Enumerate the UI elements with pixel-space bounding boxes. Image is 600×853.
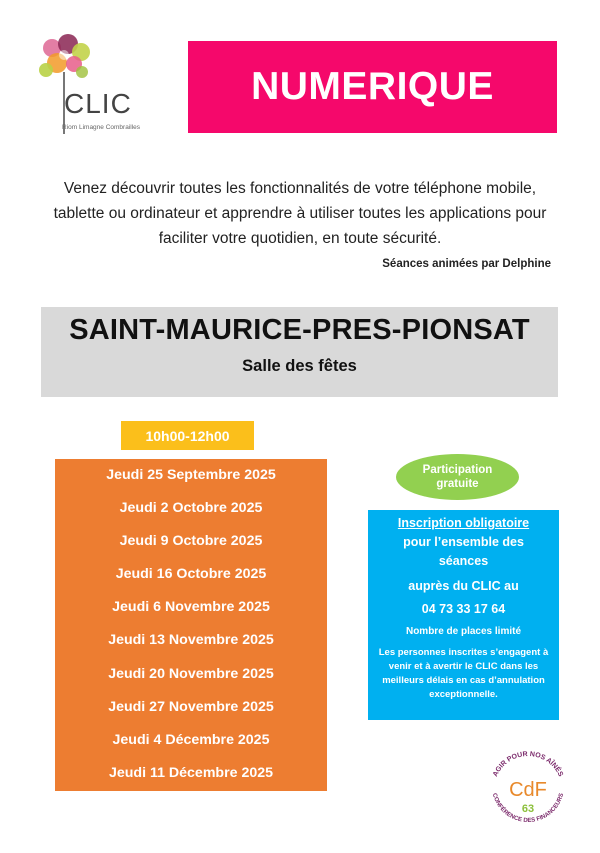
phone-number: 04 73 33 17 64 xyxy=(421,602,506,616)
time-badge: 10h00-12h00 xyxy=(121,421,254,450)
note-line2: venir et à avertir le CLIC dans les xyxy=(388,661,539,672)
intro-text: Venez découvrir toutes les fonctionnalités de votre téléphone mobile, tablette ou ordinateur et apprendre à utiliser toutes les applications pour faciliter votre quotidien, en toute sécurité. xyxy=(53,180,547,247)
inscription-line4: auprès du CLIC au xyxy=(408,579,519,593)
inscription-box xyxy=(368,510,559,720)
page-title: NUMERIQUE xyxy=(251,65,494,108)
participation-badge xyxy=(396,454,519,500)
date-item: Jeudi 27 Novembre 2025 xyxy=(108,698,274,715)
date-item: Jeudi 9 Octobre 2025 xyxy=(119,533,263,550)
note-line3: meilleurs délais en cas d’annulation xyxy=(382,675,545,686)
date-item: Jeudi 6 Novembre 2025 xyxy=(112,599,270,616)
inscription-heading: Inscription obligatoire xyxy=(397,516,530,530)
cdf-logo xyxy=(484,744,572,832)
partner-bottom-text: CONFÉRENCE DES FINANCEURS xyxy=(490,792,566,825)
partner-top-text: AGIR POUR NOS AÎNÉS xyxy=(492,750,564,778)
date-item: Jeudi 11 Décembre 2025 xyxy=(108,764,274,781)
note-line1: Les personnes inscrites s’engagent à xyxy=(378,647,549,658)
participation-line1: Participation xyxy=(422,464,493,476)
town-name: SAINT-MAURICE-PRES-PIONSAT xyxy=(69,314,530,346)
inscription-line3: séances xyxy=(438,554,489,568)
date-item: Jeudi 2 Octobre 2025 xyxy=(119,500,263,517)
date-item: Jeudi 20 Novembre 2025 xyxy=(108,665,274,682)
title-banner xyxy=(188,41,557,133)
participation-line2: gratuite xyxy=(436,478,479,490)
logo-name: CLIC xyxy=(64,88,132,119)
note-line4: exceptionnelle. xyxy=(429,689,498,700)
date-item: Jeudi 4 Décembre 2025 xyxy=(112,731,270,748)
partner-number: 63 xyxy=(521,803,535,815)
date-item: Jeudi 16 Octobre 2025 xyxy=(115,566,267,583)
inscription-line2: pour l’ensemble des xyxy=(403,535,524,549)
venue-name: Salle des fêtes xyxy=(242,357,357,375)
places-limit: Nombre de places limité xyxy=(405,626,522,637)
logo-subtitle: Riom Limagne Combrailles xyxy=(62,124,141,131)
date-item: Jeudi 13 Novembre 2025 xyxy=(108,632,274,649)
dates-list xyxy=(55,459,327,790)
host-text: Séances animées par Delphine xyxy=(382,258,551,270)
date-item: Jeudi 25 Septembre 2025 xyxy=(106,467,276,483)
partner-mark: CdF xyxy=(509,779,547,801)
svg-text:AGIR POUR NOS AÎNÉS xyxy=(492,751,564,778)
